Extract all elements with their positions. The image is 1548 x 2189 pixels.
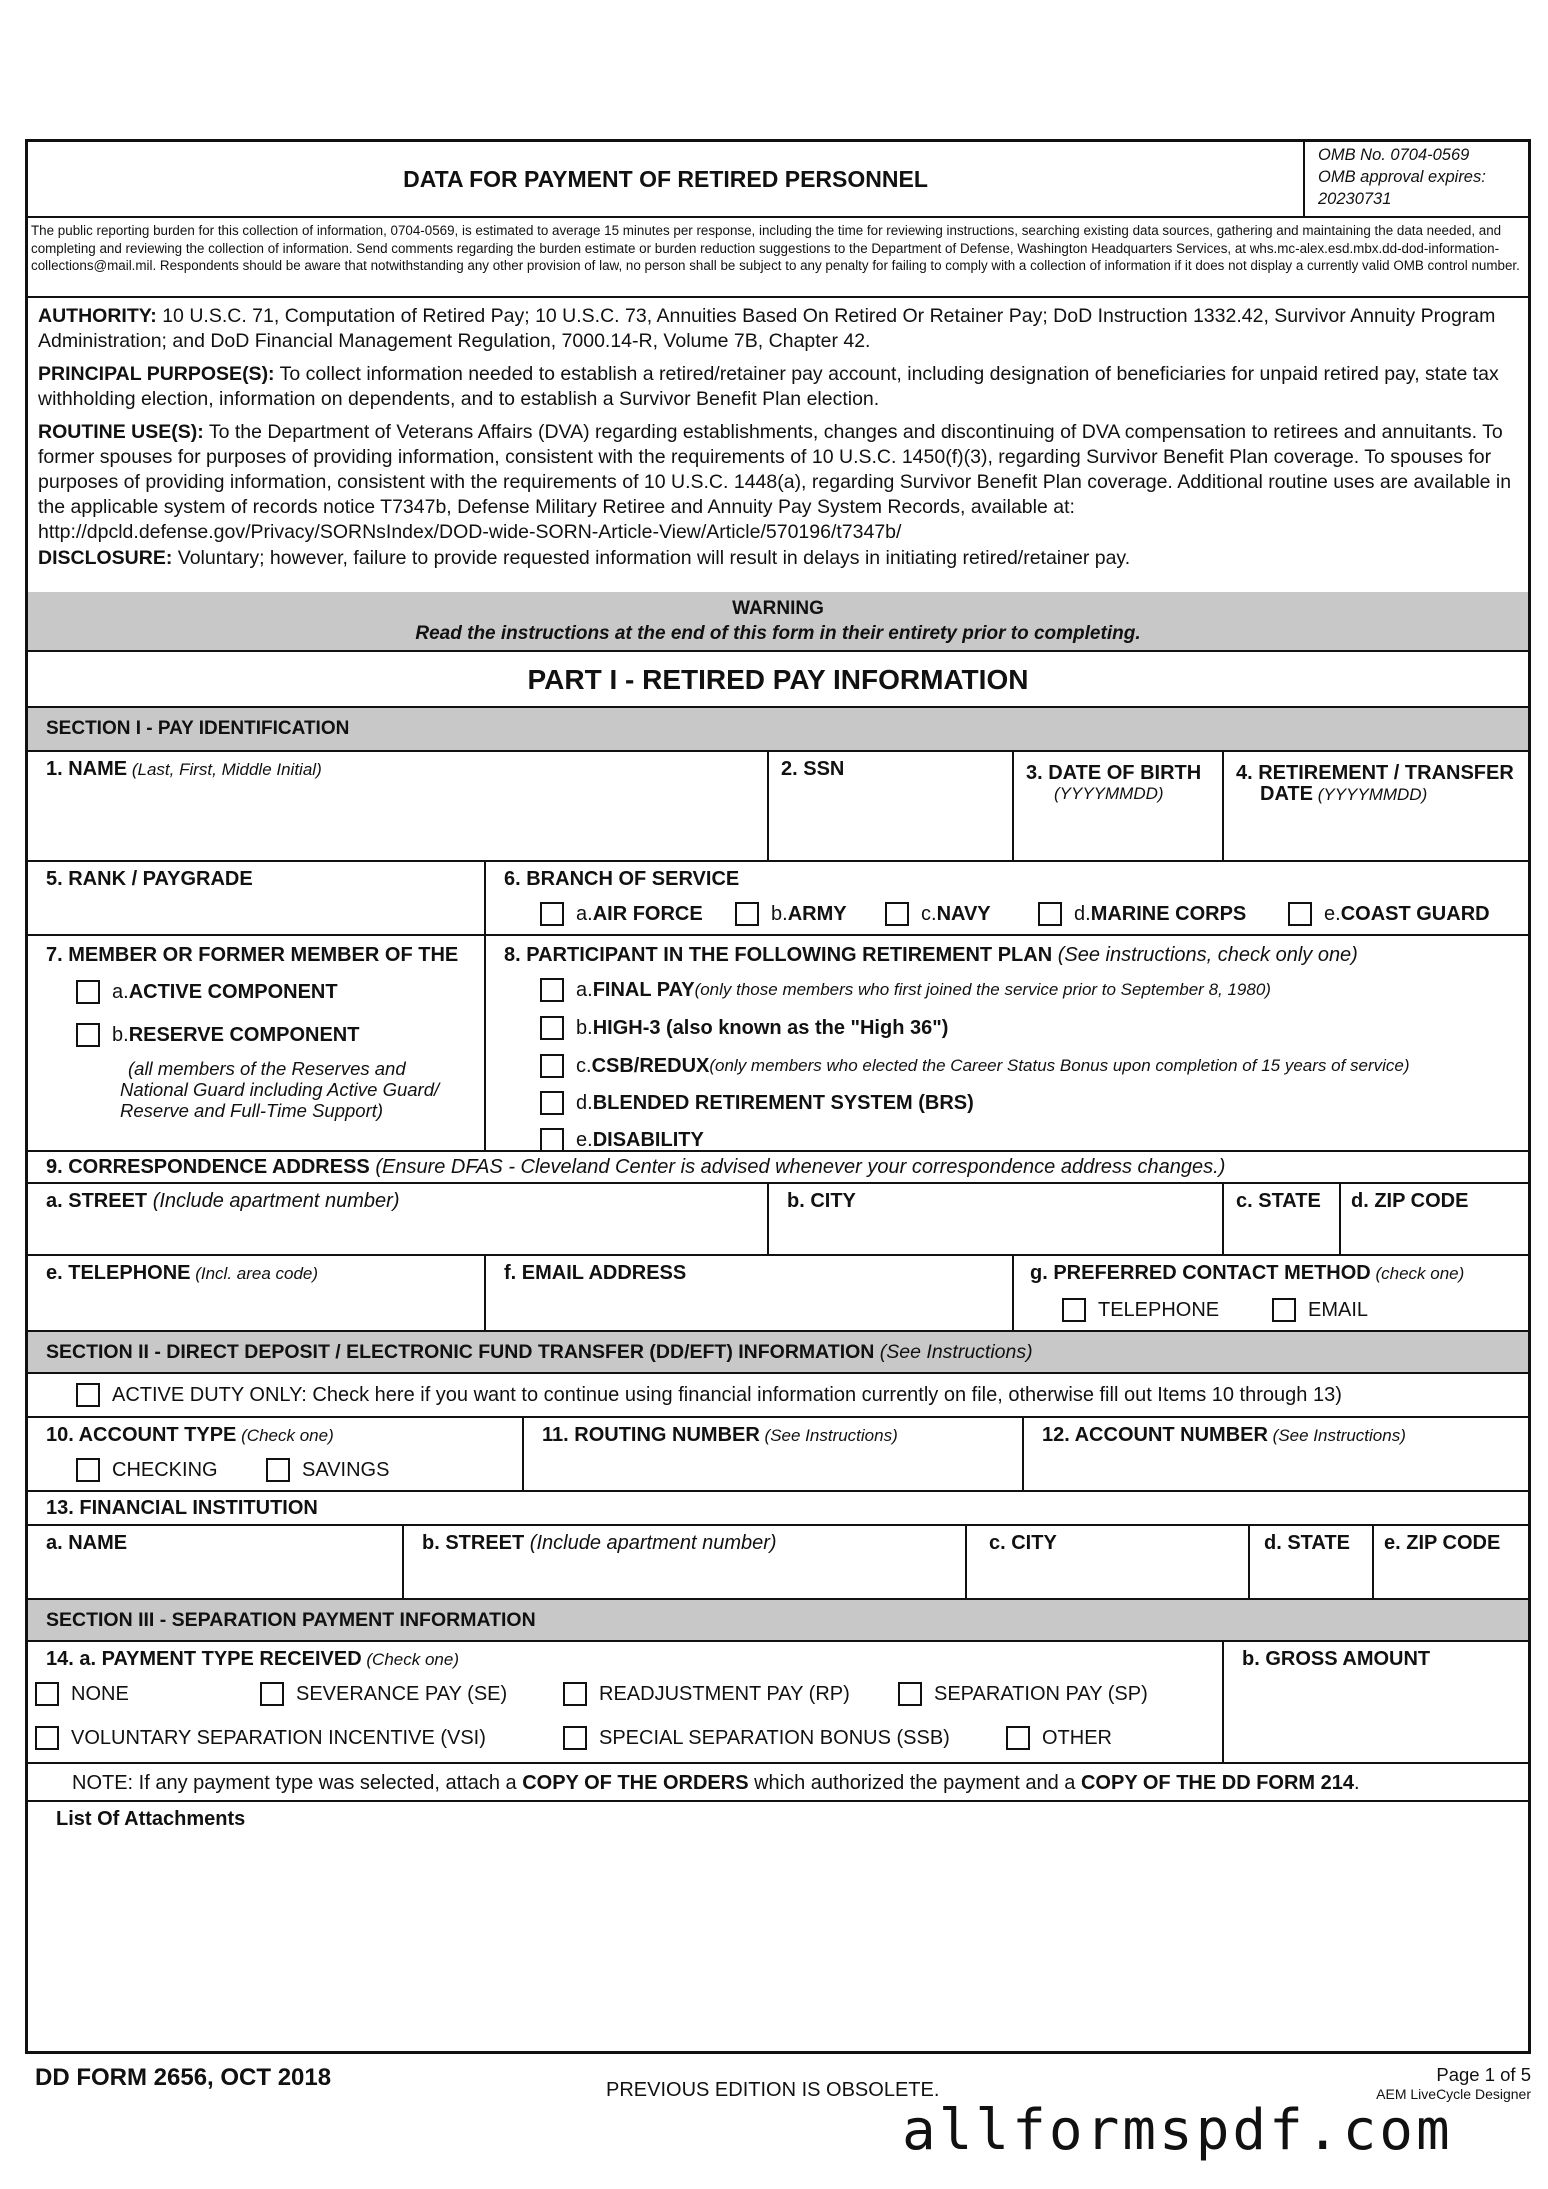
row-account — [28, 1418, 1528, 1492]
checkbox[interactable] — [540, 1016, 564, 1040]
plan-hint: (See instructions, check only one) — [1052, 944, 1358, 966]
checkbox[interactable] — [735, 902, 759, 926]
ssn-label: 2. SSN — [781, 758, 845, 780]
checkbox[interactable] — [1288, 902, 1312, 926]
institution-zip-field[interactable]: e. ZIP CODE — [1384, 1532, 1501, 1554]
form-id: DD FORM 2656, OCT 2018 — [35, 2064, 332, 2091]
checkbox[interactable] — [885, 902, 909, 926]
retirement-date-field[interactable] — [1224, 752, 1528, 860]
warning-text: Read the instructions at the end of this form in their entirety prior to completing. — [415, 623, 1141, 644]
ssn-field[interactable] — [769, 752, 1014, 860]
plan-disability[interactable]: e. DISABILITY — [540, 1128, 704, 1152]
name-label: 1. NAME — [46, 758, 128, 780]
attachment-note-row — [28, 1764, 1528, 1802]
correspondence-hint: (Ensure DFAS - Cleveland Center is advised whenever your correspondence address changes.) — [369, 1156, 1226, 1178]
email-field[interactable]: f. EMAIL ADDRESS — [486, 1256, 1014, 1330]
payment-ssb-option[interactable]: SPECIAL SEPARATION BONUS (SSB) — [563, 1726, 950, 1750]
attachments-field[interactable] — [28, 1802, 1528, 2051]
payment-type-cell: 14. a. PAYMENT TYPE RECEIVED (Check one) NONE SEVERANCE PAY (SE) READJUSTMENT PAY (RP) SEPARATION PAY (SP) VOLUNTARY SEPARATION INCENTIVE (VSI) SPECIAL SEPARATION BONUS (SSB) OTHER — [28, 1642, 1224, 1762]
checkbox[interactable] — [563, 1682, 587, 1706]
burden-statement: The public reporting burden for this collection of information, 0704-0569, is estimated to average 15 minutes per response, including the time for reviewing instructions, searching existing data sources, gathering and maintaining the data needed, and completing and reviewing the collection of information. Send comments regarding the burden estimate or burden reduction suggestions to the Department of Defense, Washington Headquarters Services, at whs.mc-alex.esd.mbx.dd-dod-information-collections@mail.mil. Respondents should be aware that notwithstanding any other provision of law, no person shall be subject to any penalty for failing to comply with a collection of information if it does not display a currently valid OMB control number. — [31, 223, 1520, 273]
payment-separation-option[interactable]: SEPARATION PAY (SP) — [898, 1682, 1148, 1706]
checkbox[interactable] — [1062, 1298, 1086, 1322]
section2-title: SECTION II - DIRECT DEPOSIT / ELECTRONIC FUND TRANSFER (DD/EFT) INFORMATION — [46, 1341, 875, 1363]
branch-marine-corps[interactable]: d. MARINE CORPS — [1038, 902, 1246, 926]
checkbox[interactable] — [260, 1682, 284, 1706]
checkbox[interactable] — [540, 1091, 564, 1115]
section2-header — [28, 1332, 1528, 1374]
savings-option[interactable]: SAVINGS — [266, 1458, 389, 1482]
active-component-option[interactable]: a. ACTIVE COMPONENT — [76, 980, 338, 1004]
row-rank-branch — [28, 862, 1528, 936]
form-header — [28, 142, 1528, 218]
branch-label: 6. BRANCH OF SERVICE — [504, 868, 740, 890]
omb-number: OMB No. 0704-0569 — [1318, 146, 1470, 164]
section3-title: SECTION III - SEPARATION PAYMENT INFORMATION — [46, 1609, 536, 1631]
payment-readjustment-option[interactable]: READJUSTMENT PAY (RP) — [563, 1682, 850, 1706]
active-duty-text: ACTIVE DUTY ONLY: Check here if you want to continue using financial information currently on file, otherwise fill out Items 10 through 13) — [112, 1383, 1342, 1406]
gross-amount-field[interactable]: b. GROSS AMOUNT — [1242, 1648, 1431, 1670]
form-title-cell — [28, 142, 1305, 216]
checkbox[interactable] — [35, 1682, 59, 1706]
obsolete-notice: PREVIOUS EDITION IS OBSOLETE. — [606, 2079, 940, 2101]
reserve-note-2: National Guard including Active Guard/ — [120, 1079, 440, 1100]
branch-navy[interactable]: c. NAVY — [885, 902, 991, 926]
institution-city-field[interactable]: c. CITY — [967, 1526, 1250, 1598]
branch-army[interactable]: b. ARMY — [735, 902, 847, 926]
plan-csb-redux[interactable]: c. CSB/REDUX (only members who elected the Career Status Bonus upon completion of 15 years of service) — [540, 1054, 1410, 1078]
plan-brs[interactable]: d. BLENDED RETIREMENT SYSTEM (BRS) — [540, 1091, 974, 1115]
branch-coast-guard[interactable]: e. COAST GUARD — [1288, 902, 1490, 926]
reserve-component-option[interactable]: b. RESERVE COMPONENT — [76, 1023, 359, 1047]
payment-other-option[interactable]: OTHER — [1006, 1726, 1112, 1750]
section2-hint: (See Instructions) — [874, 1341, 1033, 1363]
authority-label: AUTHORITY: — [38, 305, 157, 327]
correspondence-label: 9. CORRESPONDENCE ADDRESS — [46, 1156, 370, 1178]
routing-number-field[interactable]: 11. ROUTING NUMBER (See Instructions) — [524, 1418, 1024, 1490]
active-duty-row — [28, 1374, 1528, 1418]
reserve-note-1: (all members of the Reserves and — [128, 1058, 406, 1079]
checkbox[interactable] — [266, 1458, 290, 1482]
authority-para — [38, 304, 1518, 354]
member-of-label: 7. MEMBER OR FORMER MEMBER OF THE — [46, 944, 459, 966]
rank-field[interactable] — [28, 862, 486, 934]
burden-statement-row — [28, 218, 1528, 298]
institution-name-field[interactable]: a. NAME — [28, 1526, 404, 1598]
warning-banner — [28, 592, 1528, 652]
checking-option[interactable]: CHECKING — [76, 1458, 218, 1482]
plan-final-pay[interactable]: a. FINAL PAY (only those members who first joined the service prior to September 8, 1980) — [540, 978, 1271, 1002]
row-institution — [28, 1526, 1528, 1600]
account-type-cell: 10. ACCOUNT TYPE (Check one) CHECKING SAVINGS — [28, 1418, 524, 1490]
routine-use-para — [38, 420, 1518, 545]
dob-field[interactable] — [1014, 752, 1224, 860]
checkbox[interactable] — [540, 978, 564, 1002]
checkbox[interactable] — [563, 1726, 587, 1750]
purpose-para — [38, 362, 1518, 412]
payment-none-option[interactable]: NONE — [35, 1682, 129, 1706]
checkbox[interactable] — [76, 1383, 100, 1407]
dob-label: 3. DATE OF BIRTH — [1026, 762, 1202, 784]
row-identification — [28, 752, 1528, 862]
name-field[interactable] — [28, 752, 769, 860]
state-field[interactable]: c. STATE — [1224, 1184, 1341, 1254]
page-number: Page 1 of 5 — [1436, 2064, 1531, 2085]
disclosure-para — [38, 546, 1518, 571]
branch-air-force[interactable]: a. AIR FORCE — [540, 902, 703, 926]
contact-method-label: g. PREFERRED CONTACT METHOD — [1030, 1262, 1371, 1284]
checkbox[interactable] — [76, 980, 100, 1004]
watermark: allformspdf.com — [902, 2098, 1453, 2163]
checkbox[interactable] — [540, 1054, 564, 1078]
form-dd2656 — [25, 139, 1531, 2054]
authority-text: 10 U.S.C. 71, Computation of Retired Pay; 10 U.S.C. 73, Annuities Based On Retired Or Retainer Pay; DoD Instruction 1332.42, Survivor Annuity Program Administration; and DoD Financial Management Regulation, 7000.14-R, Volume 7B, Chapter 42. — [38, 305, 1496, 352]
row-contact — [28, 1256, 1528, 1332]
contact-telephone-option[interactable]: TELEPHONE — [1062, 1298, 1219, 1322]
purpose-label: PRINCIPAL PURPOSE(S): — [38, 363, 275, 385]
city-field[interactable]: b. CITY — [769, 1184, 1224, 1254]
plan-high-3[interactable]: b. HIGH-3 (also known as the "High 36") — [540, 1016, 948, 1040]
row-address — [28, 1184, 1528, 1256]
routine-use-text: To the Department of Veterans Affairs (DVA) regarding establishments, changes and discontinuing of DVA compensation to retirees and annuitants. To former spouses for purposes of providing information, consistent with the requirements of 10 U.S.C. 1450(f)(3), regarding Survivor Benefit Plan coverage. To spouses for purposes of providing information, consistent with the requirements of 10 U.S.C. 1448(a), regarding Survivor Benefit Plan coverage. Additional routine uses are available in the applicable system of records notice T7347b, Defense Military Retiree and Annuity Pay System Records, available at: http://dpcld.defense.gov/Privacy/SORNsIndex/DOD-wide-SORN-Article-View/Article/570196/t7347b/ — [38, 421, 1512, 543]
part1-title: PART I - RETIRED PAY INFORMATION — [527, 664, 1029, 695]
member-of-cell — [28, 936, 486, 1150]
omb-expires-date: 20230731 — [1318, 190, 1392, 208]
reserve-note-3: Reserve and Full-Time Support) — [120, 1100, 384, 1121]
plan-label: 8. PARTICIPANT IN THE FOLLOWING RETIREMENT PLAN — [504, 944, 1053, 966]
row-payment-type — [28, 1642, 1528, 1764]
section3-header — [28, 1600, 1528, 1642]
checkbox[interactable] — [540, 902, 564, 926]
part1-title-row — [28, 652, 1528, 708]
designer-credit: AEM LiveCycle Designer — [1376, 2086, 1531, 2102]
attachments-label: List Of Attachments — [56, 1808, 246, 1830]
checkbox[interactable] — [540, 1128, 564, 1152]
routine-use-label: ROUTINE USE(S): — [38, 421, 204, 443]
street-field[interactable]: a. STREET (Include apartment number) — [28, 1184, 769, 1254]
telephone-field[interactable]: e. TELEPHONE (Incl. area code) — [28, 1256, 486, 1330]
institution-street-field[interactable]: b. STREET (Include apartment number) — [404, 1526, 967, 1598]
payment-vsi-option[interactable]: VOLUNTARY SEPARATION INCENTIVE (VSI) — [35, 1726, 486, 1750]
checkbox[interactable] — [898, 1682, 922, 1706]
disclosure-label: DISCLOSURE: — [38, 547, 173, 569]
correspondence-header — [28, 1152, 1528, 1184]
section1-header — [28, 708, 1528, 752]
checkbox[interactable] — [35, 1726, 59, 1750]
warning-title: WARNING — [732, 598, 824, 619]
active-duty-option[interactable] — [76, 1383, 1342, 1407]
institution-state-field[interactable]: d. STATE — [1250, 1526, 1374, 1598]
omb-expires-label: OMB approval expires: — [1318, 168, 1486, 186]
checkbox[interactable] — [1006, 1726, 1030, 1750]
rank-label: 5. RANK / PAYGRADE — [46, 868, 253, 890]
checkbox[interactable] — [76, 1023, 100, 1047]
checkbox[interactable] — [1038, 902, 1062, 926]
retirement-date-label: 4. RETIREMENT / TRANSFER — [1236, 762, 1514, 784]
checkbox[interactable] — [1272, 1298, 1296, 1322]
financial-institution-header — [28, 1492, 1528, 1526]
purpose-text: To collect information needed to establish a retired/retainer pay account, including designation of beneficiaries for unpaid retired pay, state tax withholding election, information on dependents, and to establish a Survivor Benefit Plan election. — [38, 363, 1499, 410]
retirement-date-label2: DATE — [1260, 783, 1313, 805]
account-number-field[interactable]: 12. ACCOUNT NUMBER (See Instructions) — [1042, 1424, 1406, 1446]
zip-field[interactable]: d. ZIP CODE — [1351, 1190, 1469, 1212]
contact-method-hint: (check one) — [1370, 1264, 1465, 1283]
dob-hint: (YYYYMMDD) — [1054, 784, 1164, 803]
row-member-plan — [28, 936, 1528, 1152]
attachment-note: NOTE: If any payment type was selected, attach a COPY OF THE ORDERS which authorized the payment and a COPY OF THE DD FORM 214. — [72, 1772, 1360, 1794]
checkbox[interactable] — [76, 1458, 100, 1482]
disclosure-text: Voluntary; however, failure to provide requested information will result in delays in initiating retired/retainer pay. — [172, 547, 1131, 569]
payment-severance-option[interactable]: SEVERANCE PAY (SE) — [260, 1682, 507, 1706]
name-hint: (Last, First, Middle Initial) — [127, 760, 322, 779]
financial-institution-label: 13. FINANCIAL INSTITUTION — [46, 1497, 318, 1519]
retirement-date-hint: (YYYYMMDD) — [1312, 785, 1428, 804]
form-title: DATA FOR PAYMENT OF RETIRED PERSONNEL — [403, 166, 928, 192]
section1-title: SECTION I - PAY IDENTIFICATION — [46, 718, 350, 739]
contact-email-option[interactable]: EMAIL — [1272, 1298, 1368, 1322]
